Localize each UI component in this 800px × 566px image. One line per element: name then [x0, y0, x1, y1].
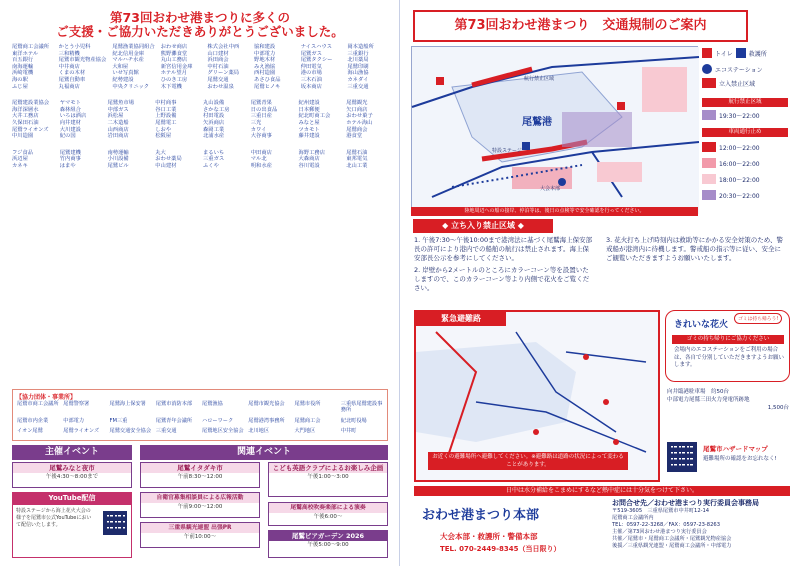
sponsor-name: 山西商店	[107, 126, 129, 133]
sponsor-name: 谷川電設	[298, 162, 320, 169]
sponsor-name: かとう小児科	[58, 44, 91, 50]
shelter-icon	[533, 429, 539, 435]
hq-subtitle: 大会本部・救護所・警備本部	[440, 532, 538, 541]
sponsor-name: ホテル望月	[160, 70, 187, 77]
event-band	[268, 502, 388, 526]
youtube-header: YouTube配信	[12, 492, 132, 504]
event-english-club	[268, 462, 388, 497]
main-events-header: 主催イベント	[12, 445, 132, 460]
sponsor-name: 尾鷲ガス	[300, 50, 322, 57]
sponsor-name: あさひ食品	[254, 76, 281, 83]
event-tourism-pr	[140, 522, 260, 548]
rule-item: 3. 花火打ち上げ時刻内は救助等にかかる安全対策のため、警戒船が港湾内に待機します。警戒船の指示等に従い、安全にご観覧いただきますようお願いいたします。	[606, 236, 784, 262]
sponsor-name: 大森商店	[298, 156, 320, 163]
sponsor-name: 大井工務店	[12, 113, 39, 120]
sponsor-name: 中央クリニック	[112, 83, 150, 90]
sponsor-name: 海の駅	[12, 76, 28, 83]
eco-station-icon	[702, 64, 712, 74]
sponsor-name: 海洋深層水	[12, 106, 39, 113]
map-legend	[702, 46, 788, 213]
coop-name: 尾鷲交通安全協会	[109, 428, 152, 435]
sponsor-name: 村田電設	[203, 113, 225, 120]
legend-label: 20:30〜22:00	[719, 192, 760, 200]
sponsor-name: 中村商事	[155, 100, 177, 107]
youtube-qr-code[interactable]	[103, 511, 127, 535]
sponsor-name: 丸大	[155, 149, 166, 156]
sponsor-name: 森岡工業	[203, 126, 225, 133]
sponsor-name: 日の出食品	[250, 106, 278, 113]
rules-column-right	[606, 236, 786, 263]
shelter-icon	[583, 354, 589, 360]
legend-label: 16:00〜22:00	[719, 160, 760, 168]
coop-name: 尾鷲商工会	[294, 417, 321, 424]
traffic-title: 第73回おわせ港まつり 交通規制のご案内	[413, 10, 748, 42]
sponsor-name: 木下電機	[160, 83, 182, 90]
sponsor-name: 中川造園	[12, 133, 34, 140]
sponsor-name: 尾鷲観光	[346, 100, 368, 107]
coop-name: 大門地区	[294, 428, 316, 435]
no-entry-rules	[414, 236, 788, 304]
sponsor-name: 中部電力	[254, 50, 276, 57]
sponsor-name: 尾鷲ビル	[107, 162, 129, 169]
hq-title: おわせ港まつり本部	[422, 508, 540, 523]
sponsor-name: 港の市場	[300, 70, 322, 77]
sponsor-name: 港食堂	[346, 133, 363, 140]
coop-name: 尾鷲市商工会議所	[17, 401, 59, 407]
event-title: 尾鷲ビアガーデン 2026	[269, 531, 387, 541]
legend-label: トイレ	[715, 50, 733, 58]
rule-item: 2. 岸壁から2メートルのところにカラーコーン等を設置いたしますので、このカラーコーン等より内側で花火をご覧ください。	[414, 266, 590, 292]
coop-name: 尾鷲市役所	[294, 401, 321, 407]
youtube-note: 特設ステージから海上花火大会の様子を尾鷲市公式YouTubeにおいて配信いたします。	[16, 508, 92, 528]
heatstroke-notice: 日中は水分補給をこまめにするなど熱中症には十分気をつけて下さい。	[414, 486, 790, 496]
evacuation-heading: 緊急避難路	[416, 312, 506, 326]
parking-line: 向井臨港駐車場 約50台	[667, 389, 729, 395]
sponsor-name: いせ写真館	[112, 70, 139, 77]
coop-name: 尾鷲市観光協会	[248, 401, 285, 407]
event-time: 午前9:00〜12:00	[177, 504, 223, 510]
sponsor-name: カネダイ	[347, 76, 369, 83]
time-swatch	[702, 174, 716, 184]
first-aid-icon	[522, 142, 530, 150]
sponsor-name: 浜田商会	[207, 57, 229, 64]
sponsor-name: おわせ商店	[160, 44, 188, 50]
sponsor-name: 尾鷲青果	[250, 100, 272, 107]
evacuation-note: お近くの避難場所へ避難してください。※避難路は道路の状況によって変わることがあります。	[428, 452, 628, 470]
coop-name: 中井町	[340, 428, 357, 435]
sponsor-name: 上野設備	[155, 113, 177, 120]
sponsor-name: おわせ菓子	[346, 113, 373, 120]
sponsor-name: 北山工業	[346, 162, 368, 169]
legend-time-2	[702, 158, 760, 168]
sponsor-name: 尾鷲ヒノキ	[254, 83, 281, 90]
parking-info	[667, 388, 789, 412]
sponsor-name: ふじ屋	[12, 83, 28, 90]
sponsor-name: 中部ガス	[107, 106, 129, 113]
sponsor-name: しおや	[155, 126, 172, 133]
sponsor-name: 紀の国	[59, 133, 76, 140]
sponsor-name: 三重交通	[347, 83, 369, 90]
sponsor-name: 海野工務店	[298, 149, 325, 156]
clean-body: 会場内のエコステーションをご利用の場合は、各自で分別していただきますようお願いします。	[674, 347, 785, 368]
sponsor-name: 丸山設備	[203, 100, 225, 107]
sponsor-name: 大川建設	[59, 126, 81, 133]
sponsor-name: 山口建材	[207, 50, 229, 57]
sponsor-title-line1: 第73回おわせ港まつりに多くの	[110, 10, 290, 25]
org-line: TEL：0597-22-3268／FAX：0597-23-8263	[612, 522, 721, 528]
time-swatch	[702, 190, 716, 200]
sponsor-name: みなと屋	[298, 119, 320, 126]
legend-time-3	[702, 174, 760, 184]
sponsor-name: ふくや	[203, 162, 219, 169]
sponsor-name: 尾鷲石油	[346, 149, 368, 156]
map-area-label: 特設ステージ	[492, 148, 522, 154]
mooring-notice: 陸地周辺への船の接岸、停泊等は、後日の点検等で安全確認を行ってください。	[411, 207, 698, 216]
coop-name: 三重県尾鷲建設事務所	[340, 401, 383, 414]
sponsor-name: 西村造園	[254, 70, 276, 77]
sponsor-name: 海山漁協	[347, 70, 369, 77]
sponsor-name: 東洋ホテル	[12, 50, 39, 57]
event-beer-garden	[268, 530, 388, 558]
hazard-map-box	[667, 440, 789, 476]
sponsor-name: 尾鷲交通	[207, 76, 229, 83]
sponsor-name: 尾鷲漁業協同組合	[112, 44, 155, 50]
sponsor-title-line2: ご支援・ご協力いただきありがとうございました。	[56, 24, 344, 39]
sponsor-name: 尾鷲市観光物産協会	[58, 57, 107, 64]
sponsor-name: マルハチ水産	[112, 57, 144, 64]
event-recruit	[140, 492, 260, 518]
sponsor-name: 尾鷲建機	[59, 149, 81, 156]
road-line	[566, 352, 646, 362]
sponsor-name: ヤマモト	[59, 100, 81, 107]
sponsor-name: 明和水産	[250, 162, 272, 169]
legend-label: 12:00〜22:00	[719, 144, 760, 152]
event-time: 午後5:00〜9:00	[307, 542, 349, 548]
sponsor-name: 尾鷲建設業協会	[12, 100, 50, 107]
coop-list	[17, 401, 383, 439]
sponsor-name: 尾鷲電工	[155, 119, 177, 126]
rules-column-left	[414, 236, 594, 293]
legend-label: 19:30〜22:00	[719, 112, 760, 120]
sponsor-name: 株式会社中西	[207, 44, 240, 50]
sponsor-name: 尾鷲自動車	[58, 76, 86, 83]
legend-no-nav	[702, 110, 760, 120]
no-entry-swatch	[702, 78, 716, 88]
sponsor-name: ツカモト	[298, 126, 320, 133]
sponsor-name: 小川設備	[107, 156, 129, 163]
sponsor-name: くまの木材	[58, 70, 86, 77]
clean-title: きれいな花火	[674, 320, 729, 330]
legend-toilet	[702, 48, 767, 58]
coop-name: 北川地区	[248, 428, 270, 435]
sponsor-name: 尾鷲印刷	[347, 63, 369, 70]
port-label: 尾鷲港	[522, 117, 552, 128]
traffic-zone	[597, 162, 642, 182]
map-area-label: 航行禁止区域	[524, 76, 555, 82]
sponsor-name: いろは酒店	[59, 113, 87, 120]
hazard-title: 尾鷲市ハザードマップ	[703, 445, 768, 453]
legend-one-way-label: 車両通行止め	[702, 128, 788, 137]
coop-name: 尾鷲青年会議所	[155, 417, 193, 424]
legend-label: 18:00〜22:00	[719, 176, 760, 184]
legend-label: 立入禁止区域	[719, 80, 756, 88]
organizer-info	[612, 498, 790, 562]
sponsor-name: 紀北信用金庫	[112, 50, 145, 57]
sponsor-name: 紀勢建設	[112, 76, 134, 83]
org-line: 〒519-3605 三重県尾鷲市中井町12-14	[612, 508, 710, 514]
sponsor-name: 矢浜商店	[203, 119, 225, 126]
event-title: 尾鷲高校吹奏楽部による演奏	[269, 503, 387, 513]
legend-no-entry	[702, 78, 755, 88]
sponsor-name: 尾鷲タクシー	[300, 57, 333, 64]
org-line: 主催／第73回おわせ港まつり実行委員会	[612, 529, 707, 535]
sponsor-name: 中山建材	[155, 162, 177, 169]
coop-name: 尾鷲地区安全協会	[202, 428, 244, 435]
no-nav-swatch	[702, 110, 716, 120]
event-title: 三重県観光連盟 出張PR	[141, 523, 259, 533]
sponsor-list	[12, 44, 388, 390]
sponsor-list-middle	[12, 100, 388, 140]
coop-name: 尾鷲市消防本部	[155, 401, 193, 407]
event-yoichi	[12, 462, 132, 488]
org-line: 後援／三重県観光連盟・尾鷲商工会議所・中部電力	[612, 543, 732, 549]
coop-name: 尾鷲市内企業	[17, 417, 49, 424]
coop-name: ハローワーク	[202, 417, 234, 424]
sponsor-name: 岩田商店	[107, 133, 129, 140]
coop-name: 中部電力	[63, 417, 85, 424]
coop-heading: 【協力団体・事業所】	[16, 394, 77, 401]
sponsor-name: 浜松屋	[107, 113, 124, 120]
event-time: 午前10:00〜	[183, 534, 217, 540]
rule-item: 1. 午後7:30〜午後10:00まで港湾法に基づく尾鷲海上保安部長の許可により港内での船舶の航行は禁止されます。海上保安部長公示を参考にしてください。	[414, 236, 593, 262]
sponsor-name: 二木造船	[107, 119, 129, 126]
cooperating-organizations	[12, 389, 388, 441]
legend-label: エコステーション	[715, 66, 763, 74]
sponsor-name: 藤井建設	[298, 133, 320, 140]
event-time: 午後1:00〜3:00	[307, 474, 349, 480]
sponsor-name: 尾鷲商工会議所	[12, 44, 50, 50]
org-line: 共催／尾鷲市・尾鷲商工会議所・尾鷲観光物産協会	[612, 536, 732, 542]
sponsor-name: 谷口工業	[155, 106, 177, 113]
legend-no-nav-label: 航行禁止区域	[702, 98, 788, 107]
sponsor-name: 野地木材	[254, 57, 276, 64]
sponsor-name: 紀北町商工会	[298, 113, 331, 120]
sponsor-name: 三重ガス	[203, 156, 225, 163]
first-aid-icon	[736, 48, 746, 58]
sponsor-name: 日本郵便	[298, 106, 320, 113]
event-title: こども英語クラブによるお楽しみ企画	[269, 463, 387, 473]
sponsor-name: マル北	[250, 156, 267, 163]
sponsor-name: 三光	[250, 119, 262, 126]
sponsor-name: 南海運輸	[12, 63, 34, 70]
legend-eco	[702, 64, 763, 74]
traffic-map[interactable]	[411, 46, 698, 213]
coop-name: 尾鷲ライオンズ	[63, 428, 100, 435]
sponsor-name: はまや	[59, 162, 76, 169]
sponsor-name: 岡本造船所	[347, 44, 374, 50]
legend-time-1	[702, 142, 760, 152]
sponsor-name: 仲田電気	[300, 63, 322, 70]
related-events-header: 関連イベント	[140, 445, 388, 460]
sponsor-name: 北川薬局	[347, 57, 369, 64]
sponsor-name: 北浦水産	[203, 133, 225, 140]
sponsor-list-lower	[12, 150, 388, 170]
sponsor-name: グリーン薬局	[207, 70, 240, 77]
sponsor-name: 丸福商店	[58, 83, 80, 90]
sponsor-name: 久保田石油	[12, 119, 39, 126]
sponsor-name: 矢口商店	[346, 106, 368, 113]
clean-bar: ゴミの持ち帰りにご協力ください	[672, 335, 784, 344]
traffic-zone	[642, 67, 687, 112]
coop-name: 三重交通	[155, 428, 177, 435]
event-time: 午後4:30〜8:00まで	[45, 474, 99, 480]
sponsor-name: 三和精機	[58, 50, 80, 57]
parking-line: 中部電力尾鷲三田火力発電所跡地	[667, 397, 750, 403]
shelter-icon	[613, 439, 619, 445]
sponsor-name: 三重日産	[250, 113, 272, 120]
toilet-icon	[617, 102, 625, 110]
hazard-sub: 避難場所の確認をお忘れなく!	[703, 456, 777, 462]
sponsor-name: 大谷商事	[250, 133, 272, 140]
shelter-icon	[603, 399, 609, 405]
sponsor-name: みえ漁協	[254, 63, 276, 70]
sponsor-name: おわせ薬局	[155, 156, 182, 163]
sponsor-name: 百五銀行	[12, 57, 34, 64]
event-itadaki	[140, 462, 260, 488]
event-time: 午前8:30〜12:00	[177, 474, 223, 480]
time-swatch	[702, 142, 716, 152]
sponsor-name: 新宮信用金庫	[160, 63, 193, 70]
headquarters-box	[414, 498, 606, 562]
map-area-label: 大会本部	[540, 186, 561, 192]
youtube-box	[12, 504, 132, 558]
sponsor-name: 浜辺屋	[12, 156, 28, 163]
sponsor-name: 尾鷲魚市場	[107, 100, 134, 107]
sponsor-list-top	[12, 44, 388, 90]
sponsor-name: ナイスハウス	[300, 44, 332, 50]
sponsor-name: 尾鷲ライオンズ	[12, 126, 49, 133]
sponsor-name: カネキ	[12, 162, 28, 169]
time-swatch	[702, 158, 716, 168]
event-title: 自衛官募集相談員による広報活動	[141, 493, 259, 503]
legend-time-4	[702, 190, 760, 200]
no-entry-heading: ◆ 立ち入り禁止区域 ◆	[413, 219, 553, 233]
org-line: 尾鷲商工会議所内	[612, 515, 654, 521]
coop-name: 紀北町役場	[340, 417, 367, 424]
sponsor-name: 坂本商店	[300, 83, 322, 90]
coop-name: FM三重	[109, 417, 128, 424]
sponsor-name: 熊野灘食堂	[160, 50, 188, 57]
hazard-qr-code[interactable]	[667, 442, 697, 472]
sponsor-name: 竹内商事	[59, 156, 81, 163]
sponsor-name: ホテル海山	[346, 119, 373, 126]
sponsor-name: さかな工房	[203, 106, 230, 113]
sponsor-name: 協和建設	[254, 44, 276, 50]
sponsor-name: 松阪屋	[155, 133, 172, 140]
coop-name: イオン尾鷲	[17, 428, 43, 435]
clean-fireworks-box	[665, 310, 790, 382]
sponsor-name: 森林組合	[59, 106, 81, 113]
sponsor-name: 大和屋	[112, 63, 129, 70]
coop-name: 尾鷲漁協	[202, 401, 223, 407]
sponsor-name: 東邦電気	[346, 156, 368, 163]
sponsor-name: 向井建材	[59, 119, 81, 126]
speech-bubble: ゴミは持ち帰ろう!	[734, 313, 782, 324]
sponsor-name: 三木石油	[300, 76, 322, 83]
toilet-icon	[702, 48, 712, 58]
sponsor-name: おわせ温泉	[207, 83, 234, 90]
parking-line: 1,500台	[767, 405, 789, 411]
sponsor-name: 中村石油	[207, 63, 229, 70]
evacuation-map[interactable]	[414, 310, 660, 482]
harbor-water	[416, 342, 576, 442]
sponsor-name: ひのき工房	[160, 76, 188, 83]
sponsor-name: 浜崎電機	[12, 70, 34, 77]
coop-name: 尾鷲海上保安署	[109, 401, 146, 407]
restricted-zone	[562, 112, 632, 147]
sponsor-name: まるいち	[203, 149, 225, 156]
org-title: お問合せ先／おわせ港まつり実行委員会事務局	[612, 499, 759, 507]
sponsor-name: 尾鷲商会	[346, 126, 368, 133]
coop-name: 尾鷲警察署	[63, 401, 90, 407]
event-time: 午後6:00〜	[313, 514, 343, 520]
sponsor-name: 南勢運輸	[107, 149, 129, 156]
sponsor-name: 丸山工務店	[160, 57, 188, 64]
event-title: 尾鷲みなと夜市	[13, 463, 131, 473]
hq-phone[interactable]: TEL. 070-2449-8345（当日限り）	[440, 545, 561, 553]
sponsor-title	[0, 11, 400, 39]
event-title: 尾鷲イタダキ市	[141, 463, 259, 473]
sponsor-name: 中田商店	[250, 149, 272, 156]
toilet-icon	[436, 77, 444, 85]
sponsor-name: フジ食品	[12, 149, 33, 156]
sponsor-name: 紀州建設	[298, 100, 320, 107]
sponsor-name: 三重銀行	[347, 50, 369, 57]
sponsor-name: 中井商店	[58, 63, 80, 70]
legend-label: 救護所	[748, 50, 767, 58]
sponsor-name: カワイ	[250, 126, 267, 133]
coop-name: 尾鷲港湾事務所	[248, 417, 285, 424]
